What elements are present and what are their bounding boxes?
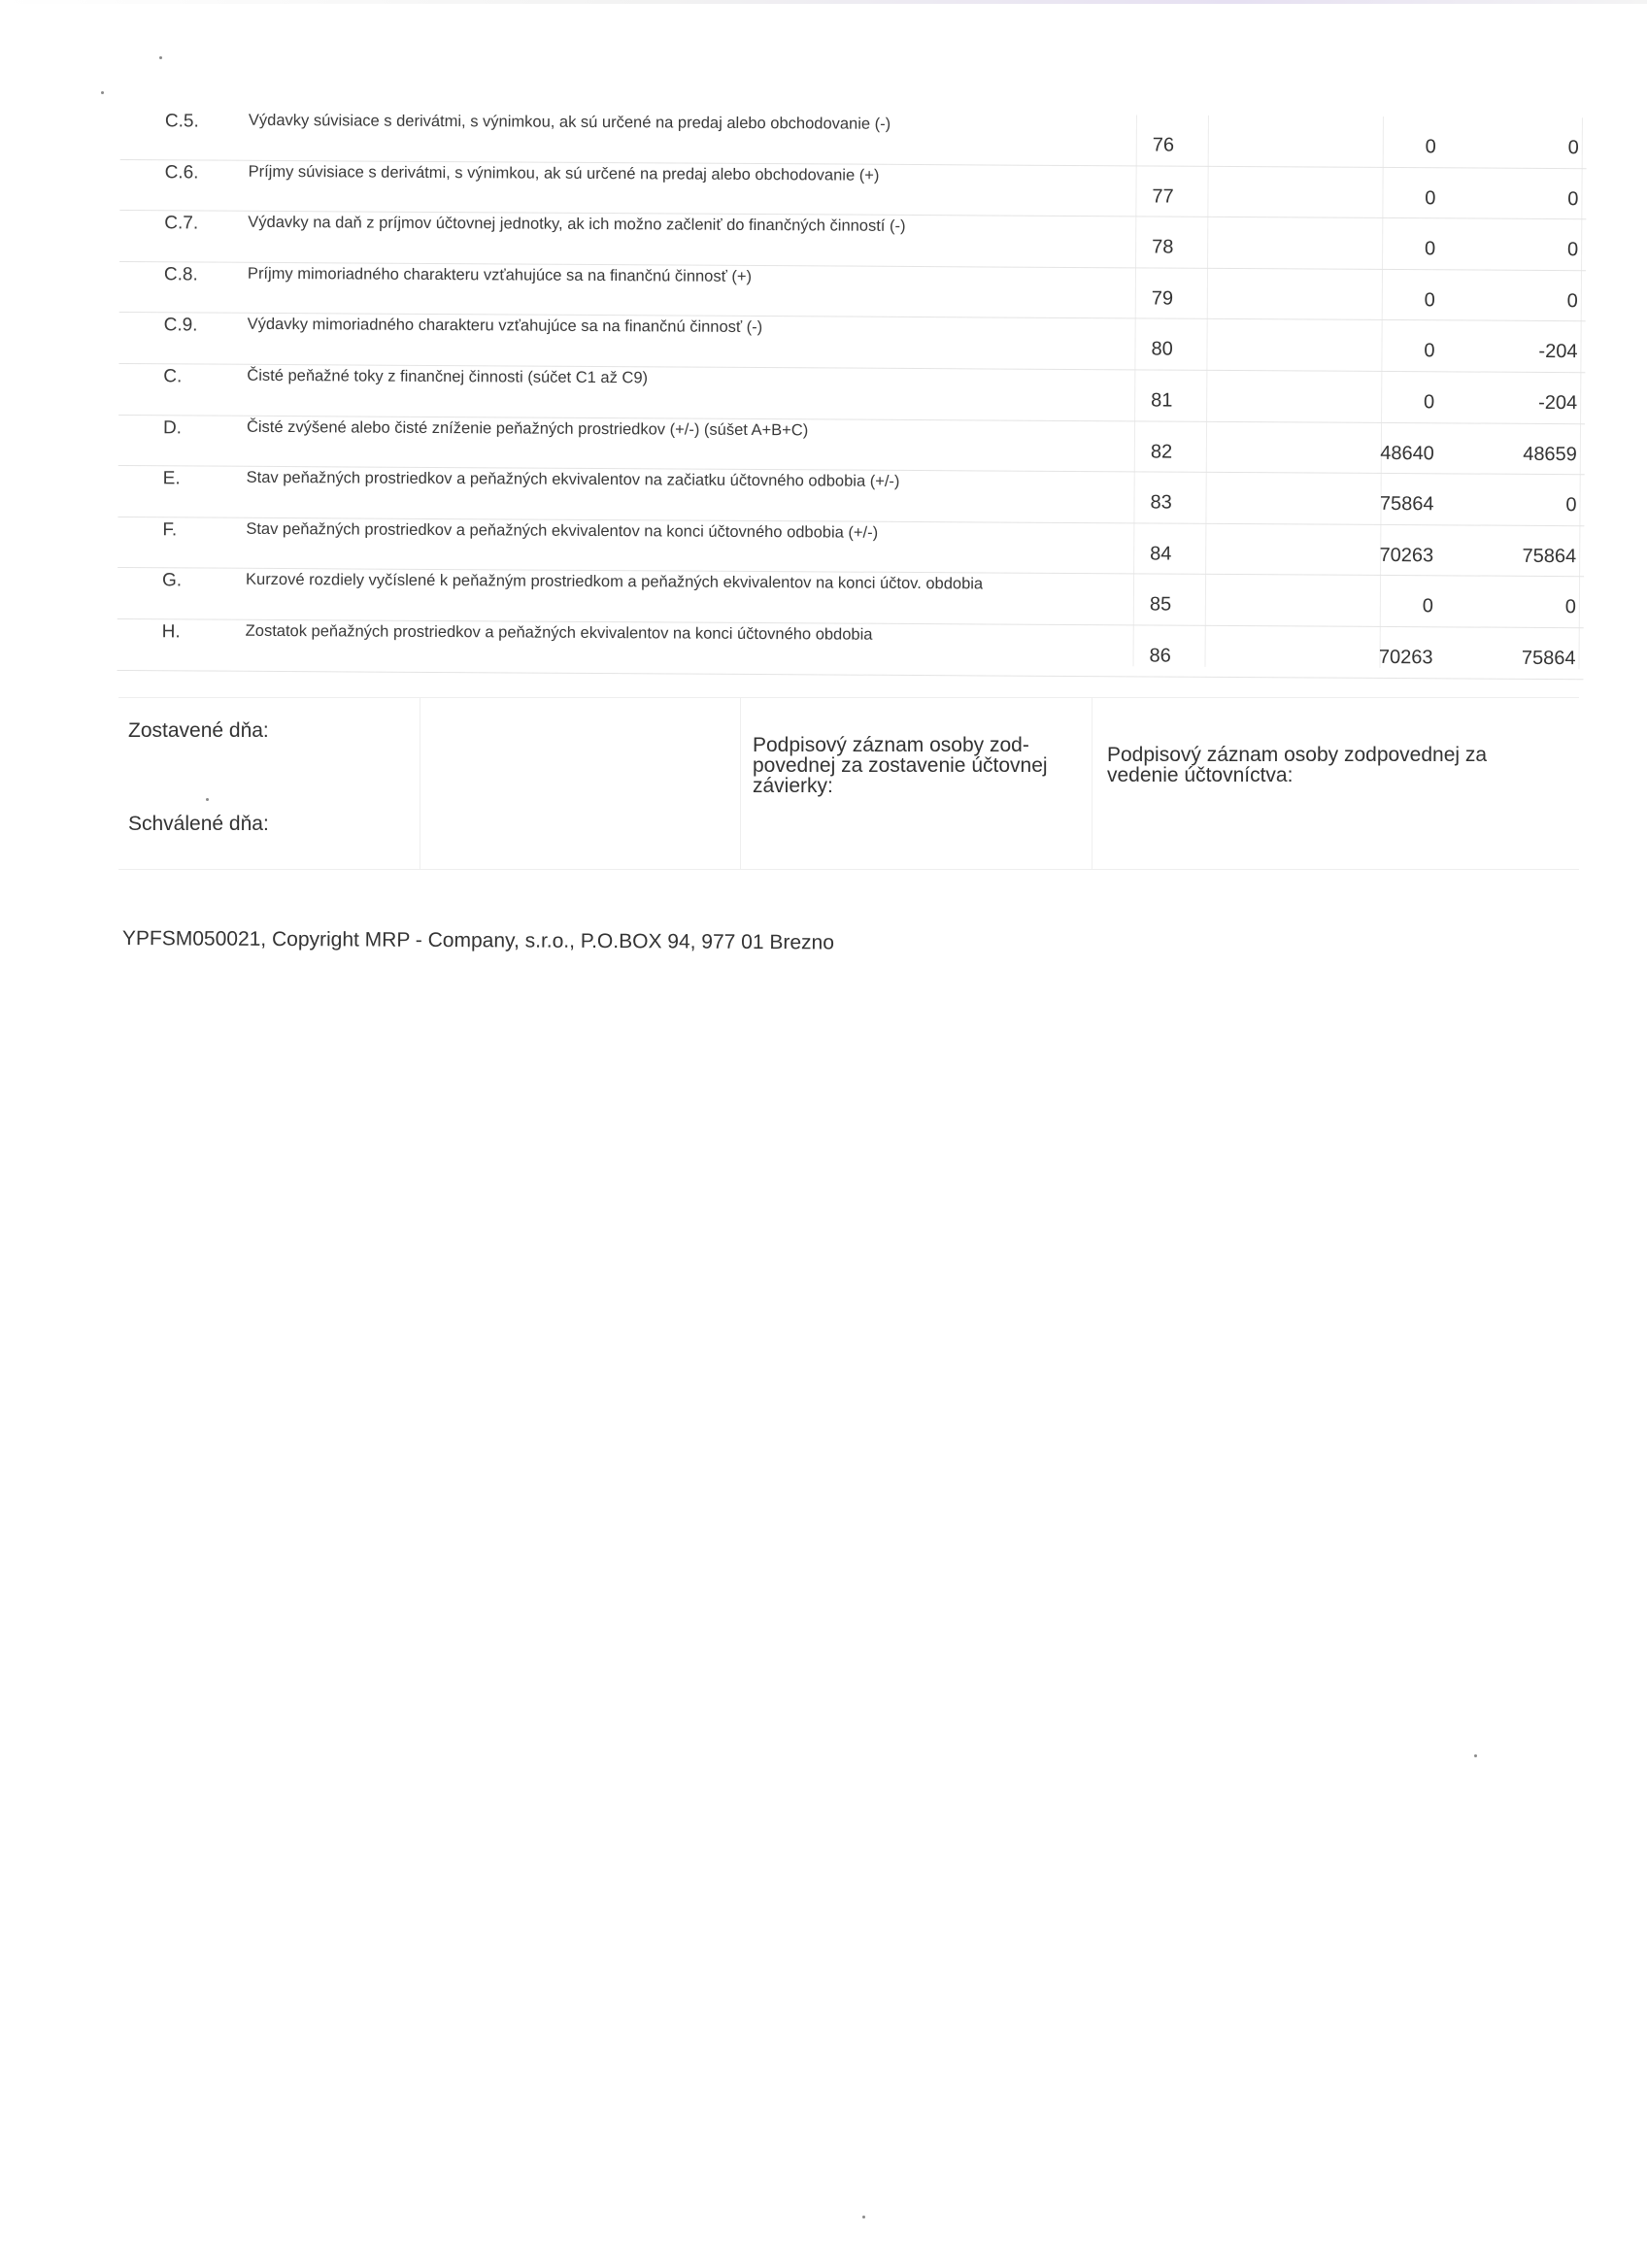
row-code: C.9. [163,315,198,336]
row-description: Stav peňažných prostriedkov a peňažných ekvivalentov na začiatku účtovného odbobia (+/-) [246,468,900,491]
table-row [118,364,1585,424]
previous-period-value: 0 [1564,596,1576,618]
row-description: Výdavky súvisiace s derivátmi, s výnimkou, ak sú určené na predaj alebo obchodovanie (-) [248,111,891,133]
scan-edge [0,0,1647,4]
current-period-value: 0 [1424,238,1436,260]
table-row [118,416,1585,476]
table-row [118,517,1584,578]
row-code: G. [161,570,183,591]
row-number: 83 [1150,491,1172,514]
accountant-signature-line: vedenie účtovníctva: [1107,764,1294,786]
cash-flow-table [117,109,1587,680]
row-code: H. [161,621,181,643]
table-row [118,466,1584,526]
table-row [119,211,1586,271]
row-number: 86 [1149,645,1171,667]
table-row [118,313,1585,373]
copyright-footer: YPFSM050021, Copyright MRP - Company, s.r.o., P.O.BOX 94, 977 01 Brezno [121,927,835,954]
preparer-signature-line: Podpisový záznam osoby zod- [753,734,1029,756]
row-number: 85 [1149,593,1172,616]
current-period-value: 0 [1424,288,1435,312]
signature-divider [740,698,741,869]
current-period-value: 75864 [1379,493,1434,516]
row-description: Zostatok peňažných prostriedkov a peňažných ekvivalentov na konci účtovného obdobia [245,621,873,644]
table-row [119,262,1586,322]
previous-period-value: 48659 [1523,443,1577,465]
previous-period-value: 75864 [1521,647,1576,670]
row-code: C.6. [164,161,199,183]
row-description: Čisté peňažné toky z finančnej činnosti (súčet C1 až C9) [247,366,649,387]
current-period-value: 0 [1425,136,1436,158]
current-period-value: 70263 [1379,544,1434,567]
previous-period-value: 0 [1567,137,1579,159]
row-number: 84 [1150,543,1172,565]
row-number: 81 [1151,389,1173,412]
row-number: 76 [1152,134,1175,156]
previous-period-value: -204 [1538,341,1578,363]
row-number: 79 [1151,287,1174,310]
accountant-signature-line: Podpisový záznam osoby zodpovednej za [1107,744,1488,766]
table-row [117,619,1583,680]
row-number: 82 [1150,441,1173,463]
row-code: E. [162,468,181,489]
scan-speck [1474,1754,1477,1757]
current-period-value: 0 [1423,391,1435,414]
row-number: 77 [1152,185,1174,208]
accountant-signature-label [1107,745,1487,785]
preparer-signature-label [753,735,1048,796]
row-description: Stav peňažných prostriedkov a peňažných ekvivalentov na konci účtovného odbobia (+/-) [246,519,879,542]
table-row [119,160,1586,220]
signature-block [118,697,1579,870]
approved-date-label: Schválené dňa: [128,813,269,835]
table-row [120,109,1587,169]
table-row [118,568,1584,628]
row-code: C.7. [164,213,199,234]
previous-period-value: -204 [1538,391,1578,415]
row-description: Príjmy mimoriadného charakteru vzťahujúce sa na finančnú činnosť (+) [247,264,753,285]
preparer-signature-line: závierky: [753,775,833,797]
row-description: Čisté zvýšené alebo čisté zníženie peňažných prostriedkov (+/-) (súšet A+B+C) [246,417,809,439]
row-description: Kurzové rozdiely vyčíslené k peňažným prostriedkom a peňažných ekvivalentov na konci účtov. obdobia [245,571,984,593]
row-number: 78 [1152,236,1174,258]
preparer-signature-line: povednej za zostavenie účtovnej [753,754,1048,777]
previous-period-value: 0 [1566,289,1578,312]
scan-speck [159,56,162,59]
current-period-value: 0 [1425,186,1436,209]
scan-speck [862,2216,865,2218]
row-description: Príjmy súvisiace s derivátmi, s výnimkou, ak sú určené na predaj alebo obchodovanie (+) [248,162,880,184]
current-period-value: 0 [1422,595,1433,617]
compiled-date-label: Zostavené dňa: [128,719,269,742]
row-code: C.8. [163,264,198,285]
row-number: 80 [1151,338,1173,360]
previous-period-value: 0 [1566,239,1579,261]
current-period-value: 48640 [1380,442,1434,464]
row-description: Výdavky na daň z príjmov účtovnej jednotky, ak ich možno začleniť do finančných činností (-) [248,213,906,236]
previous-period-value: 75864 [1522,545,1577,567]
previous-period-value: 0 [1565,494,1577,517]
row-code: C. [163,366,183,387]
current-period-value: 70263 [1378,646,1433,669]
scan-speck [101,91,104,94]
row-code: F. [162,519,178,541]
row-code: D. [162,417,183,438]
row-description: Výdavky mimoriadného charakteru vzťahujúce sa na finančnú činnosť (-) [247,316,763,337]
current-period-value: 0 [1424,340,1435,362]
previous-period-value: 0 [1567,187,1579,210]
row-code: C.5. [164,111,199,132]
